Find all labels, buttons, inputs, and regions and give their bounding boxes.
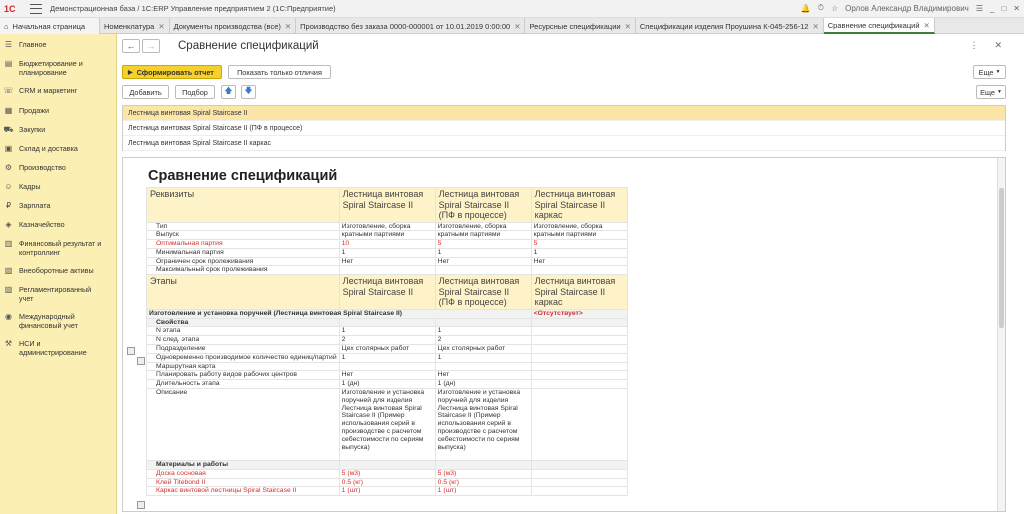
hamburger-menu-icon[interactable] [30, 4, 42, 14]
close-window-icon[interactable]: ✕ [1013, 3, 1020, 13]
collapse-stage-icon[interactable] [127, 347, 135, 355]
table-row: Максимальный срок пролеживания [147, 266, 628, 275]
forward-arrow-icon[interactable]: → [142, 39, 160, 53]
table-row: Тип Изготовление, сборка Изготовление, сборка Изготовление, сборка [147, 222, 628, 231]
report-title: Сравнение спецификаций [148, 168, 338, 184]
close-tab-icon[interactable]: ✕ [624, 21, 631, 31]
pick-button[interactable]: Подбор [175, 85, 215, 99]
close-form-icon[interactable]: ✕ [994, 40, 1002, 50]
specification-list [122, 105, 1006, 151]
tab-home[interactable]: ⌂ Начальная страница [0, 18, 100, 34]
move-up-button[interactable] [221, 85, 236, 99]
dropdown-arrow-icon: ▼ [996, 89, 1002, 95]
admin-icon: ⚒ [4, 339, 13, 348]
play-icon: ▶ [128, 69, 133, 76]
back-arrow-icon[interactable]: ← [122, 39, 140, 53]
sidebar-item-staff[interactable]: ☺ Кадры [4, 182, 41, 191]
home-icon: ⌂ [4, 21, 9, 31]
list-more-button[interactable]: Еще ▼ [976, 85, 1006, 99]
warehouse-icon: ▣ [4, 144, 13, 153]
tab-production-without-order[interactable]: Производство без заказа 0000-000001 от 10.01.2019 0:00:00 ✕ [296, 18, 525, 34]
arrow-down-icon: 🡇 [244, 86, 253, 95]
more-vertical-icon[interactable]: ⋮ [969, 40, 979, 50]
material-rows [147, 469, 628, 495]
arrow-up-icon: 🡅 [224, 86, 233, 95]
table-row: N этапа 1 1 [147, 327, 628, 336]
minimize-icon[interactable]: _ [990, 3, 995, 13]
sidebar-item-regulated-accounting[interactable]: ▨ Регламентированный учет [4, 285, 92, 303]
group-row-materials: Материалы и работы [147, 460, 628, 469]
sections-sidebar [0, 34, 117, 514]
treasury-icon: ◈ [5, 220, 12, 229]
comparison-table [146, 187, 628, 496]
table-row: Ограничен срок пролеживания Нет Нет Нет [147, 257, 628, 266]
sidebar-item-treasury[interactable]: ◈ Казначейство [5, 220, 65, 229]
finance-icon: ▥ [4, 239, 13, 248]
factory-icon: ⚙ [4, 163, 13, 172]
sidebar-item-salary[interactable]: ₽ Зарплата [5, 201, 51, 210]
table-header-requisites: Реквизиты Лестница винтовая Spiral Staircase II Лестница винтовая Spiral Staircase II (ПФ в процессе) Лестница винтовая Spiral Staircase II каркас [147, 188, 628, 223]
tab-nomenclature[interactable]: Номенклатура ✕ [100, 18, 170, 34]
sidebar-item-sales[interactable]: ▦ Продажи [4, 106, 50, 115]
assets-icon: ▧ [4, 266, 13, 275]
page-title: Сравнение спецификаций [178, 40, 319, 52]
list-item[interactable]: Лестница винтовая Spiral Staircase II каркас [123, 136, 1005, 151]
table-row: Минимальная партия 1 1 1 [147, 248, 628, 257]
table-row: Оптимальная партия 10 5 5 [147, 240, 628, 249]
tab-item-specifications[interactable]: Спецификации изделия Проушина К-045-256-12 ✕ [636, 18, 824, 34]
favorites-star-icon[interactable]: ☆ [830, 3, 839, 13]
intl-icon: ◉ [5, 312, 12, 321]
sidebar-item-fixed-assets[interactable]: ▧ Внеоборотные активы [4, 266, 94, 275]
tab-resource-specifications[interactable]: Ресурсные спецификации ✕ [525, 18, 635, 34]
move-down-button[interactable] [241, 85, 256, 99]
table-row: Каркас винтовой лестницы Spiral Staircase II 1 (шт) 1 (шт) [147, 487, 628, 496]
notification-bell-icon[interactable]: 🔔 [800, 3, 811, 13]
sales-icon: ▦ [4, 106, 13, 115]
sidebar-item-purchases[interactable]: ⛟ Закупки [3, 125, 46, 134]
open-tabs-bar [0, 18, 1024, 34]
table-row: N след. этапа 2 2 [147, 336, 628, 345]
report-document[interactable] [122, 157, 1006, 512]
report-toolbar [122, 65, 1006, 79]
list-item[interactable]: Лестница винтовая Spiral Staircase II [123, 106, 1005, 121]
main-area [118, 34, 1024, 514]
group-row-properties: Свойства [147, 318, 628, 327]
cart-icon: ⛟ [3, 125, 14, 134]
settings-menu-icon[interactable]: ☰ [975, 3, 983, 13]
collapse-properties-icon[interactable] [137, 357, 145, 365]
table-row: Клей Titebond II 0.5 (кг) 0.5 (кг) [147, 478, 628, 487]
crm-icon: ☏ [3, 86, 14, 95]
sidebar-item-admin[interactable]: ⚒ НСИ и администрирование [4, 339, 87, 357]
close-tab-icon[interactable]: ✕ [158, 21, 165, 31]
stage-row: Изготовление и установка поручней (Лестница винтовая Spiral Staircase II) <Отсутствует> [147, 309, 628, 318]
sidebar-item-finance[interactable]: ▥ Финансовый результат и контроллинг [4, 239, 102, 257]
close-tab-icon[interactable]: ✕ [923, 20, 930, 30]
add-button[interactable]: Добавить [122, 85, 169, 99]
table-row: Маршрутная карта [147, 362, 628, 371]
table-row: Планировать работу видов рабочих центров Нет Нет [147, 371, 628, 380]
sidebar-item-warehouse[interactable]: ▣ Склад и доставка [4, 144, 78, 153]
list-item[interactable]: Лестница винтовая Spiral Staircase II (ПФ в процессе) [123, 121, 1005, 136]
dropdown-arrow-icon: ▼ [995, 69, 1001, 75]
vertical-scrollbar[interactable] [997, 158, 1005, 511]
table-row-description: Описание Изготовление и установка поручней для изделия Лестница винтовая Spiral Staircase II (Пример использования серий в производстве с расчетом себестоимости по сериям выпуска) Изготовление и установка поручней для изделия Лестница винтовая Spiral Staircase II (Пример использования серий в производстве с расчетом себестоимости по сериям выпуска) [147, 388, 628, 460]
table-row: Длительность этапа 1 (дн) 1 (дн) [147, 380, 628, 389]
app-title: Демонстрационная база / 1С:ERP Управление предприятием 2 (1С:Предприятие) [50, 4, 336, 13]
generate-report-button[interactable]: ▶ Сформировать отчет [122, 65, 222, 79]
title-bar [0, 0, 1024, 18]
1c-logo: 1С [4, 3, 16, 14]
table-row: Доска сосновая 5 (м3) 5 (м3) [147, 469, 628, 478]
stage-props-rows [147, 327, 628, 389]
staff-icon: ☺ [4, 182, 13, 191]
tab-production-documents[interactable]: Документы производства (все) ✕ [170, 18, 297, 34]
salary-icon: ₽ [5, 201, 12, 210]
accounting-icon: ▨ [4, 285, 13, 294]
absent-label: <Отсутствует> [531, 309, 627, 318]
maximize-icon[interactable]: □ [1001, 3, 1007, 13]
budget-icon: ▤ [4, 59, 13, 68]
tab-specification-comparison[interactable]: Сравнение спецификаций ✕ [824, 18, 935, 34]
close-tab-icon[interactable]: ✕ [514, 21, 521, 31]
sidebar-item-crm[interactable]: ☏ CRM и маркетинг [3, 86, 78, 95]
current-user[interactable]: Орлов Александр Владимирович [845, 3, 969, 13]
table-header-stages: Этапы Лестница винтовая Spiral Staircase II Лестница винтовая Spiral Staircase II (ПФ в процессе) Лестница винтовая Spiral Staircase II каркас [147, 275, 628, 310]
props-rows [147, 222, 628, 275]
table-row: Одновременно производимое количество единиц/партий 1 1 [147, 353, 628, 362]
sidebar-item-budgeting[interactable]: ▤ Бюджетирование и планирование [4, 59, 83, 77]
collapse-materials-icon[interactable] [137, 501, 145, 509]
sidebar-item-production[interactable]: ⚙ Производство [4, 163, 66, 172]
scrollbar-thumb[interactable] [999, 188, 1004, 328]
menu-icon: ☰ [4, 40, 13, 49]
show-differences-only-button[interactable]: Показать только отличия [228, 65, 331, 79]
sidebar-item-main[interactable]: ☰ Главное [4, 40, 47, 49]
close-tab-icon[interactable]: ✕ [284, 21, 292, 31]
sidebar-item-international-accounting[interactable]: ◉ Международный финансовый учет [5, 312, 78, 330]
close-tab-icon[interactable]: ✕ [812, 21, 819, 31]
history-icon[interactable]: ⏱ [817, 3, 824, 12]
more-actions-button[interactable]: Еще ▼ [973, 65, 1006, 79]
table-row: Выпуск кратными партиями кратными партиями кратными партиями [147, 231, 628, 240]
table-row: Подразделение Цех столярных работ Цех столярных работ [147, 344, 628, 353]
